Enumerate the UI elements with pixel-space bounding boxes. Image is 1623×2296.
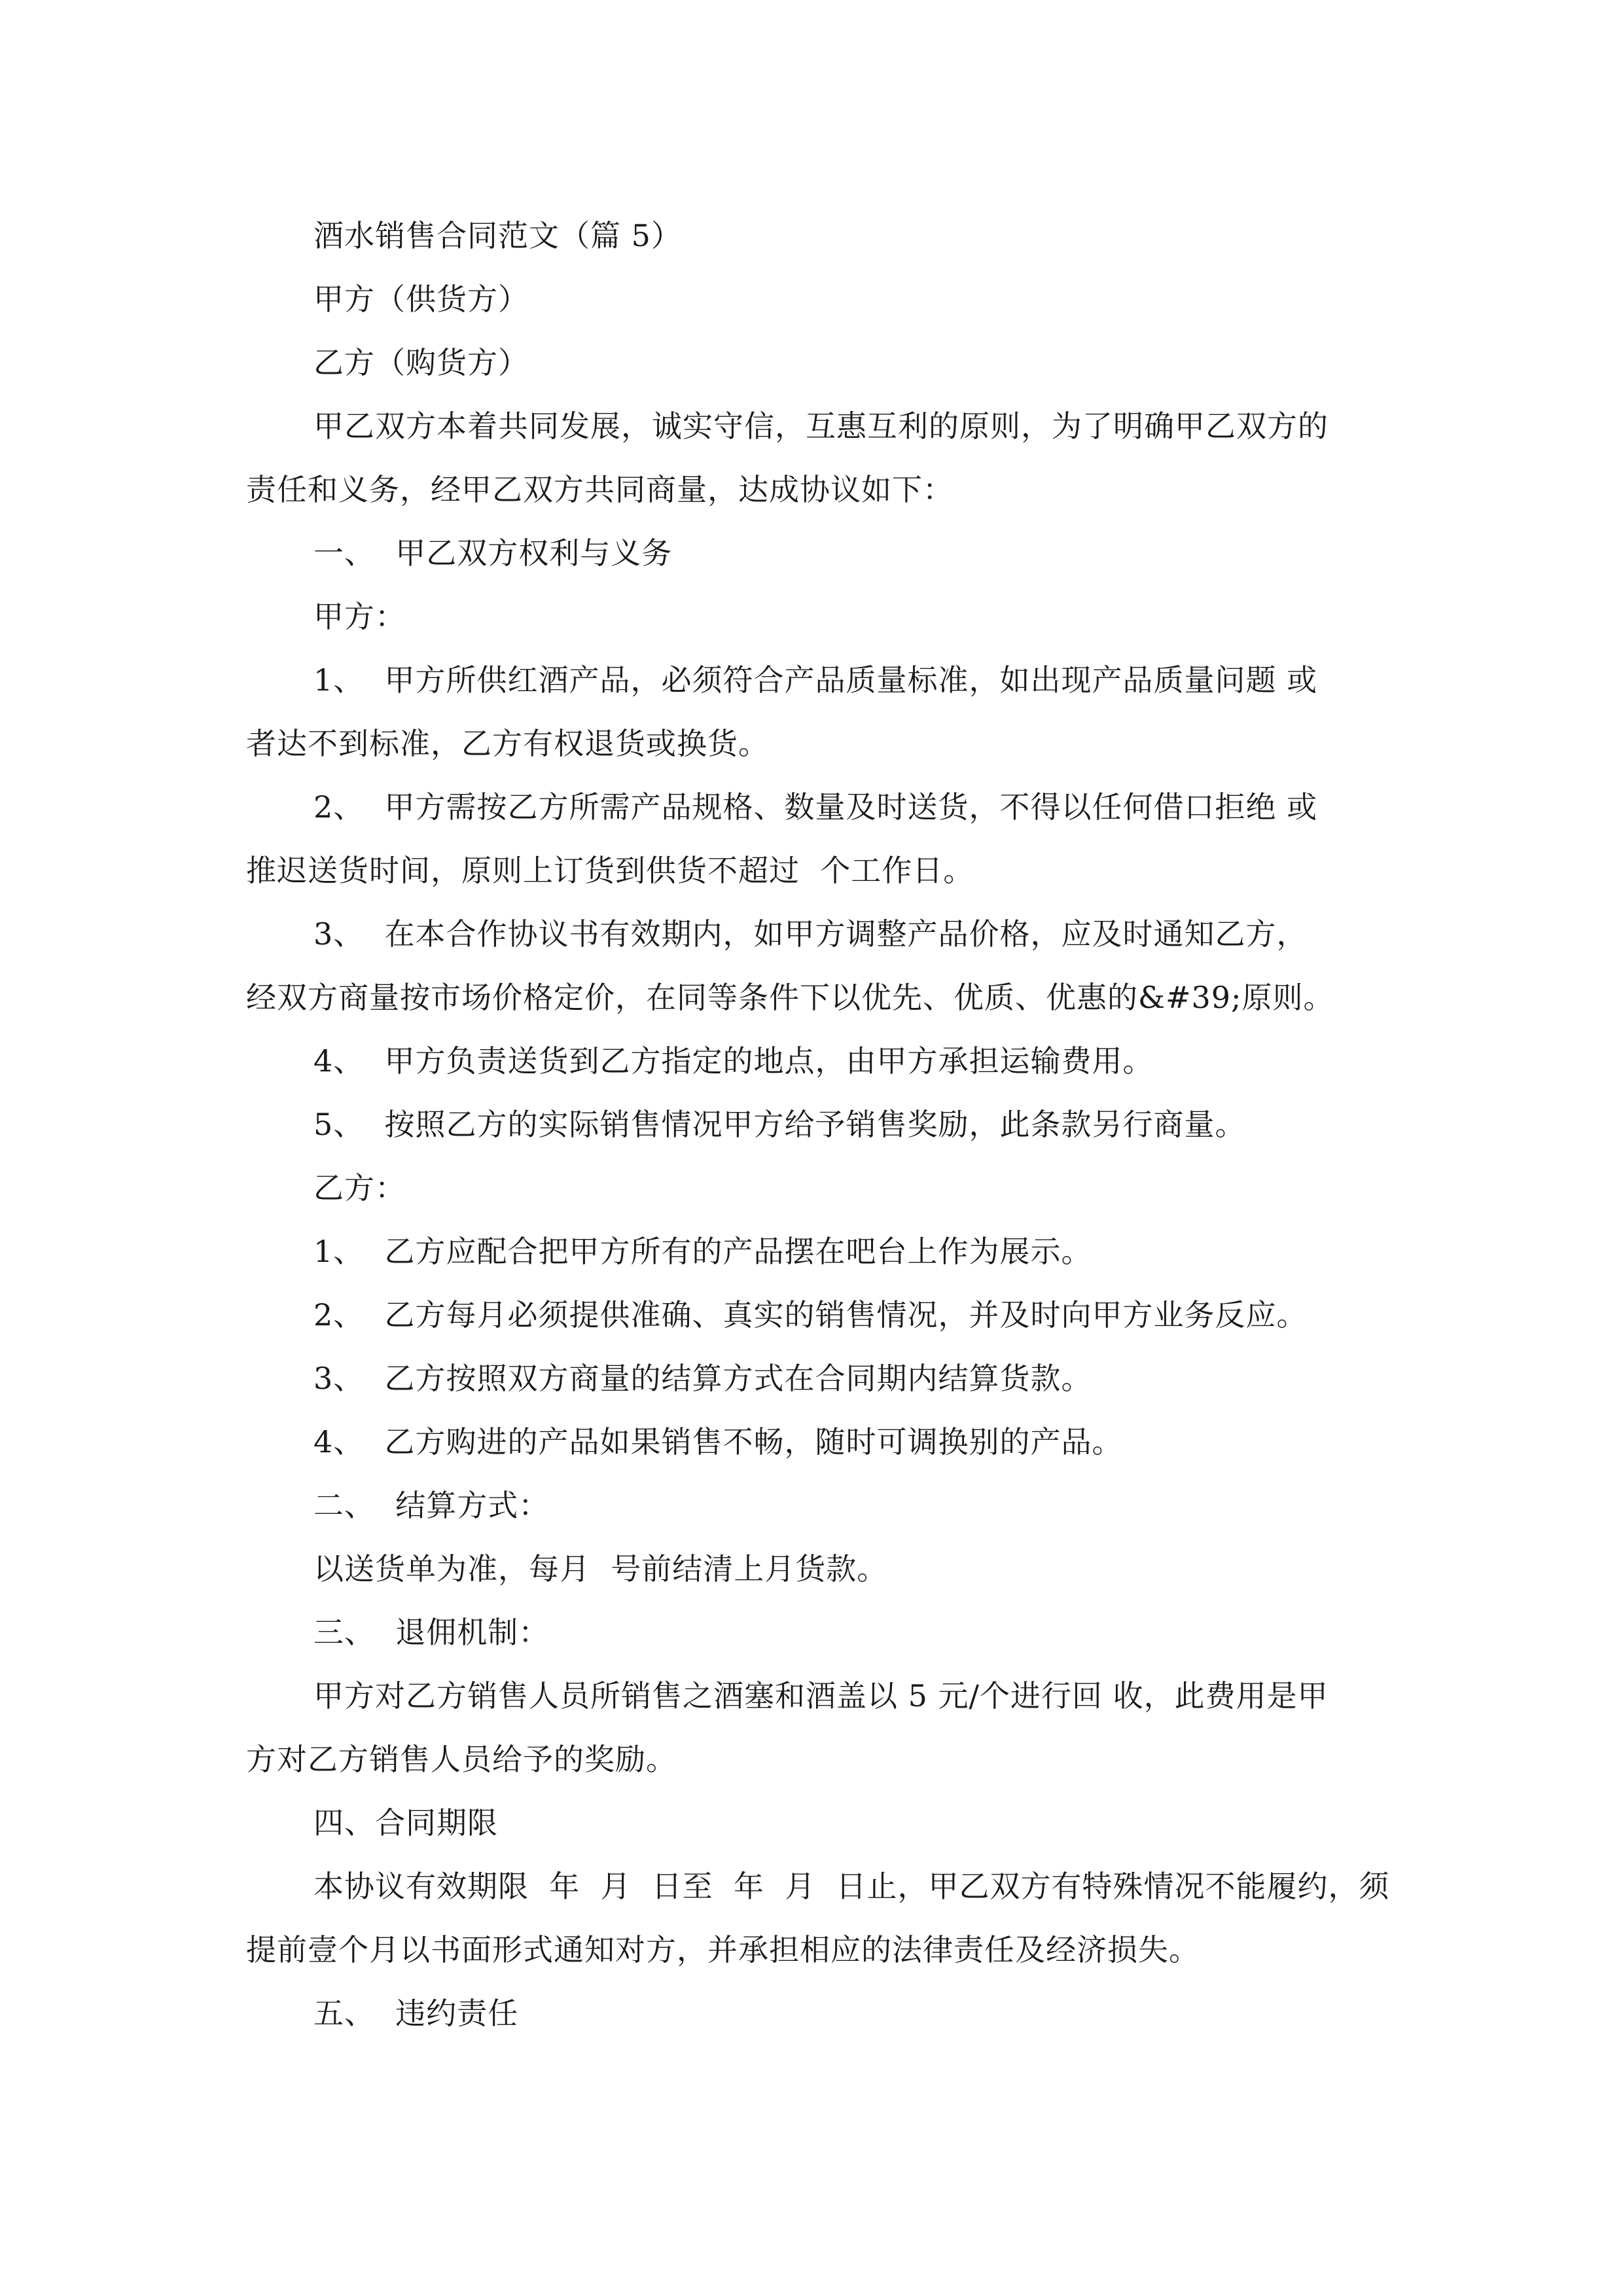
clause-a1-line-2: 者达不到标准，乙方有权退货或换货。 [246, 726, 769, 761]
document-title: 酒水销售合同范文（篇 5） [313, 218, 682, 253]
intro-paragraph-line-2: 责任和义务，经甲乙双方共同商量，达成协议如下： [246, 472, 954, 507]
section-4-heading: 四、合同期限 [313, 1805, 498, 1840]
section-2-text: 以送货单为准，每月 号前结清上月货款。 [313, 1551, 888, 1587]
clause-b4: 4、 乙方购进的产品如果销售不畅，随时可调换别的产品。 [313, 1424, 1123, 1460]
party-a-label: 甲方： [313, 599, 406, 634]
section-3-line-2: 方对乙方销售人员给予的奖励。 [246, 1742, 677, 1777]
section-4-line-2: 提前壹个月以书面形式通知对方，并承担相应的法律责任及经济损失。 [246, 1932, 1200, 1967]
clause-a2-line-1: 2、 甲方需按乙方所需产品规格、数量及时送货，不得以任何借口拒绝 或 [313, 789, 1318, 825]
intro-paragraph-line-1: 甲乙双方本着共同发展，诚实守信，互惠互利的原则，为了明确甲乙双方的 [313, 408, 1329, 444]
clause-a1-line-1: 1、 甲方所供红酒产品，必须符合产品质量标准，如出现产品质量问题 或 [313, 662, 1318, 698]
clause-b1: 1、 乙方应配合把甲方所有的产品摆在吧台上作为展示。 [313, 1234, 1092, 1269]
party-b-line: 乙方（购货方） [313, 345, 529, 380]
party-a-line: 甲方（供货方） [313, 281, 529, 317]
party-b-label: 乙方： [313, 1170, 406, 1206]
section-1-heading: 一、 甲乙双方权利与义务 [313, 535, 673, 571]
clause-a2-line-2: 推迟送货时间，原则上订货到供货不超过 个工作日。 [246, 853, 974, 888]
section-2-heading: 二、 结算方式： [313, 1488, 550, 1523]
section-3-heading: 三、 退佣机制： [313, 1615, 550, 1650]
section-3-line-1: 甲方对乙方销售人员所销售之酒塞和酒盖以 5 元/个进行回 收，此费用是甲 [313, 1678, 1329, 1713]
clause-a4: 4、 甲方负责送货到乙方指定的地点，由甲方承担运输费用。 [313, 1043, 1154, 1079]
clause-b3: 3、 乙方按照双方商量的结算方式在合同期内结算货款。 [313, 1361, 1092, 1396]
section-4-line-1: 本协议有效期限 年 月 日至 年 月 日止，甲乙双方有特殊情况不能履约，须 [313, 1869, 1390, 1904]
clause-a3-line-1: 3、 在本合作协议书有效期内，如甲方调整产品价格，应及时通知乙方， [313, 916, 1308, 952]
section-5-heading: 五、 违约责任 [313, 1996, 519, 2031]
document-body [246, 204, 1418, 2045]
clause-a5: 5、 按照乙方的实际销售情况甲方给予销售奖励，此条款另行商量。 [313, 1107, 1246, 1142]
clause-b2: 2、 乙方每月必须提供准确、真实的销售情况，并及时向甲方业务反应。 [313, 1297, 1308, 1333]
clause-a3-line-2: 经双方商量按市场价格定价，在同等条件下以优先、优质、优惠的&#39;原则。 [246, 980, 1334, 1015]
